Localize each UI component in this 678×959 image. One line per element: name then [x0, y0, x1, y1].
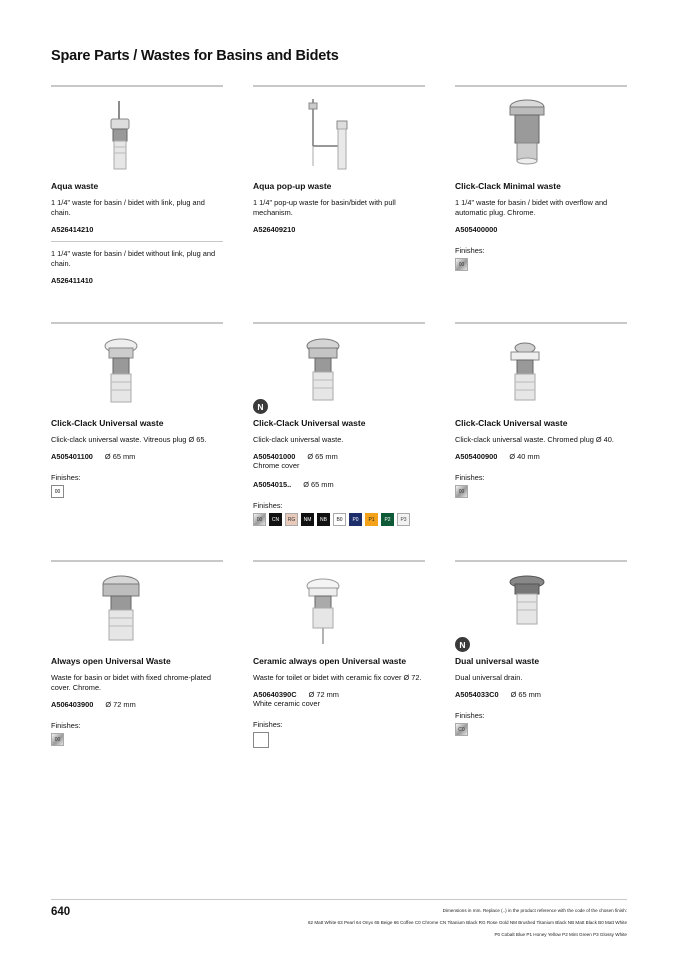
- product-description: 1 1/4" pop-up waste for basin/bidet with pull mechanism.: [253, 198, 396, 217]
- divider: [51, 85, 223, 87]
- finish-swatch-chrome: 00: [455, 258, 468, 271]
- product-description: 1 1/4" waste for basin / bidet with link, plug and chain.: [51, 198, 205, 217]
- product-name: Click-Clack Minimal waste: [455, 181, 561, 191]
- divider: [455, 560, 627, 562]
- product-code: [253, 452, 425, 461]
- divider: [51, 560, 223, 562]
- product-description: Click-clack universal waste. Chromed plug Ø 40.: [455, 435, 614, 444]
- finish-swatch-glossy-white: P3: [397, 513, 410, 526]
- finishes-label: Finishes:: [253, 501, 283, 510]
- product-code-value: A50640390C: [253, 690, 297, 699]
- product-code-note: Chrome cover: [253, 461, 300, 470]
- product-image: [51, 566, 223, 652]
- product-code-value: A505401000: [253, 452, 296, 461]
- n-new-badge-icon: N: [253, 399, 268, 414]
- product-card-dual-universal: [455, 560, 627, 736]
- product-card-aqua-waste: [51, 85, 223, 285]
- finish-swatch-white: 00: [51, 485, 64, 498]
- product-description: Click-clack universal waste.: [253, 435, 344, 444]
- product-description: Dual universal drain.: [455, 673, 523, 682]
- finishes-swatches: [455, 485, 627, 498]
- finish-swatch-matt-white: B0: [333, 513, 346, 526]
- product-card-click-clack-minimal: [455, 85, 627, 271]
- footer-note: Dimensions in mm. Replace (..) in the product reference with the code of the chosen finish:: [442, 908, 627, 913]
- product-name: Aqua waste: [51, 181, 99, 191]
- finish-swatch-chrome: 00: [51, 733, 64, 746]
- product-image: [455, 566, 627, 652]
- finish-swatch-chrome: 00: [455, 485, 468, 498]
- product-dimension: Ø 72 mm: [308, 690, 339, 699]
- product-code: [51, 700, 223, 709]
- product-name: Click-Clack Universal waste: [455, 418, 568, 428]
- finishes-swatches: [253, 732, 425, 748]
- product-description: Click-clack universal waste. Vitreous plug Ø 65.: [51, 435, 207, 444]
- product-code: [455, 452, 627, 461]
- product-image: [253, 91, 425, 177]
- finishes-swatches: [253, 513, 425, 526]
- n-new-badge-icon: N: [455, 637, 470, 652]
- finishes-label: Finishes:: [51, 721, 81, 730]
- finish-swatch-titanium-black: CN: [269, 513, 282, 526]
- product-name: Ceramic always open Universal waste: [253, 656, 407, 666]
- finishes-label: Finishes:: [455, 473, 485, 482]
- finishes-swatches: [51, 485, 223, 498]
- product-image: [253, 566, 425, 652]
- divider: [253, 85, 425, 87]
- finishes-swatches: [455, 258, 627, 271]
- finishes-label: Finishes:: [253, 720, 283, 729]
- product-code-value: A5054015..: [253, 480, 292, 489]
- product-code: [253, 480, 425, 489]
- product-description: Waste for basin or bidet with fixed chrome-plated cover. Chrome.: [51, 673, 211, 692]
- finishes-label: Finishes:: [51, 473, 81, 482]
- product-code: A526414210: [51, 225, 94, 234]
- product-card-always-open-universal: [51, 560, 223, 746]
- product-name: Aqua pop-up waste: [253, 181, 332, 191]
- product-image: [455, 328, 627, 414]
- divider: [253, 560, 425, 562]
- product-code-value: A506403900: [51, 700, 94, 709]
- product-dimension: Ø 65 mm: [303, 480, 334, 489]
- finish-swatch-white-ceramic: [253, 732, 269, 748]
- product-name: Always open Universal Waste: [51, 656, 171, 666]
- product-code-note: White ceramic cover: [253, 699, 320, 708]
- product-dimension: Ø 40 mm: [509, 452, 540, 461]
- divider: [455, 322, 627, 324]
- finish-swatch-rose-gold: RG: [285, 513, 298, 526]
- product-description: 1 1/4" waste for basin / bidet without link, plug and chain.: [51, 249, 216, 268]
- footer-finish-codes: P0 Cobalt Blue P1 Honey Yellow P2 Mint Green P3 Glossy White: [494, 932, 627, 937]
- divider: [51, 241, 223, 242]
- product-dimension: Ø 72 mm: [105, 700, 136, 709]
- footer-finish-codes: 62 Matt White 63 Pearl 64 Onyx 65 Beige 66 Coffee C0 Chrome CN Titanium Black RG Rose Gold NM Brushed Titanium Black NB Matt Black B0 Matt White: [307, 920, 627, 925]
- product-code: [253, 690, 425, 699]
- finishes-label: Finishes:: [455, 246, 485, 255]
- divider: [253, 322, 425, 324]
- divider: [455, 85, 627, 87]
- divider: [51, 322, 223, 324]
- product-card-aqua-pop-up-waste: [253, 85, 425, 234]
- product-image: [455, 91, 627, 177]
- product-image: [51, 91, 223, 177]
- product-description: Waste for toilet or bidet with ceramic fix cover Ø 72.: [253, 673, 422, 682]
- finishes-swatches: [455, 723, 627, 736]
- product-image: [253, 328, 425, 414]
- finishes-swatches: [51, 733, 223, 746]
- finish-swatch-honey-yellow: P1: [365, 513, 378, 526]
- product-code: [455, 690, 627, 699]
- page-number: 640: [51, 906, 71, 918]
- product-dimension: Ø 65 mm: [510, 690, 541, 699]
- product-name: Dual universal waste: [455, 656, 540, 666]
- product-code: A505400000: [455, 225, 498, 234]
- footer-divider: [51, 899, 627, 900]
- product-code-value: A5054033C0: [455, 690, 499, 699]
- finish-swatch-chrome: 00: [253, 513, 266, 526]
- product-card-click-clack-universal-2: [253, 322, 425, 526]
- product-card-ceramic-always-open: [253, 560, 425, 748]
- finish-swatch-brushed-titanium-black: NM: [301, 513, 314, 526]
- product-card-click-clack-universal-1: [51, 322, 223, 498]
- product-name: Click-Clack Universal waste: [253, 418, 366, 428]
- product-dimension: Ø 65 mm: [307, 452, 338, 461]
- finish-swatch-mint-green: P2: [381, 513, 394, 526]
- product-description: 1 1/4" waste for basin / bidet with overflow and automatic plug. Chrome.: [455, 198, 608, 217]
- product-card-click-clack-universal-3: [455, 322, 627, 498]
- product-image: [51, 328, 223, 414]
- finish-swatch-cobalt-blue: P0: [349, 513, 362, 526]
- page-title: Spare Parts / Wastes for Basins and Bidets: [51, 48, 339, 64]
- product-dimension: Ø 65 mm: [104, 452, 136, 461]
- finish-swatch-chrome: C0: [455, 723, 468, 736]
- product-code: A526411410: [51, 276, 93, 285]
- product-code-value: A505401100: [51, 452, 93, 461]
- product-code: [51, 452, 223, 461]
- product-name: Click-Clack Universal waste: [51, 418, 164, 428]
- product-code: A526409210: [253, 225, 296, 234]
- finish-swatch-matt-black: NB: [317, 513, 330, 526]
- product-code-value: A505400900: [455, 452, 498, 461]
- finishes-label: Finishes:: [455, 711, 485, 720]
